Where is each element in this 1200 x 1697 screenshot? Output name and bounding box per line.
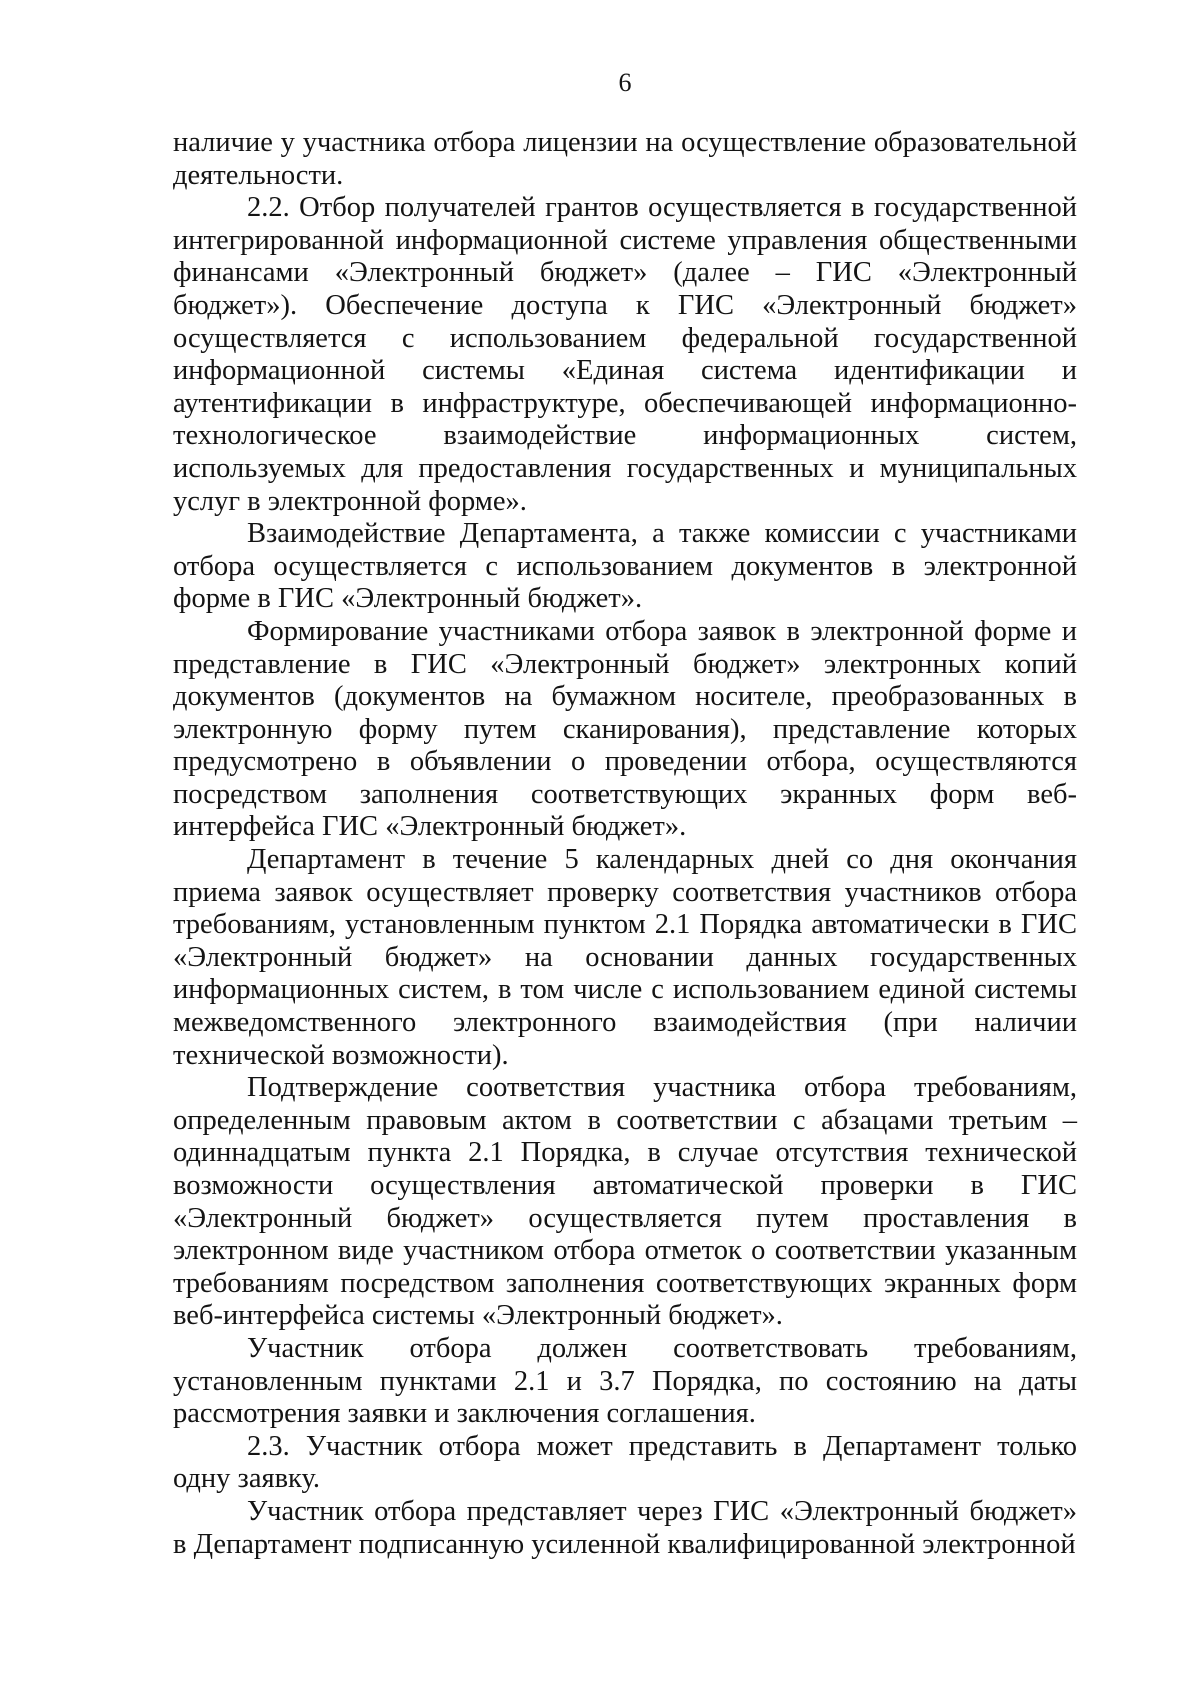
paragraph-2-2-selection-system: 2.2. Отбор получателей грантов осуществляется в государственной интегрированной информационной системе управления общественными финансами «Электронный бюджет» (далее – ГИС «Электронный бюджет»). Обеспечение доступа к ГИС «Электронный бюджет» осуществляется с использованием федеральной государственной информационной системы «Единая система идентификации и аутентификации в инфраструктуре, обеспечивающей информационно-технологическое взаимодействие информационных систем, используемых для предоставления государственных и муниципальных услуг в электронной форме». xyxy=(173,192,1077,517)
paragraph-department-check: Департамент в течение 5 календарных дней со дня окончания приема заявок осуществляет проверку соответствия участников отбора требованиям, установленным пунктом 2.1 Порядка автоматически в ГИС «Электронный бюджет» на основании данных государственных информационных систем, в том числе с использованием единой системы межведомственного электронного взаимодействия (при наличии технической возможности). xyxy=(173,844,1077,1071)
document-body xyxy=(173,127,1077,1561)
paragraph-application-forming: Формирование участниками отбора заявок в электронной форме и представление в ГИС «Электронный бюджет» электронных копий документов (документов на бумажном носителе, преобразованных в электронную форму путем сканирования), представление которых предусмотрено в объявлении о проведении отбора, осуществляются посредством заполнения соответствующих экранных форм веб-интерфейса ГИС «Электронный бюджет». xyxy=(173,615,1077,843)
paragraph-department-interaction: Взаимодействие Департамента, а также комиссии с участниками отбора осуществляется с использованием документов в электронной форме в ГИС «Электронный бюджет». xyxy=(173,518,1077,615)
paragraph-application-submission: Участник отбора представляет через ГИС «Электронный бюджет» в Департамент подписанную усиленной квалифицированной электронной xyxy=(173,1495,1077,1560)
paragraph-compliance-confirmation: Подтверждение соответствия участника отбора требованиям, определенным правовым актом в соответствии с абзацами третьим – одиннадцатым пункта 2.1 Порядка, в случае отсутствия технической возможности осуществления автоматической проверки в ГИС «Электронный бюджет» осуществляется путем проставления в электронном виде участником отбора отметок о соответствии указанным требованиям посредством заполнения соответствующих экранных форм веб-интерфейса системы «Электронный бюджет». xyxy=(173,1072,1077,1332)
paragraph-participant-requirements: Участник отбора должен соответствовать требованиям, установленным пунктами 2.1 и 3.7 Порядка, по состоянию на даты рассмотрения заявки и заключения соглашения. xyxy=(173,1332,1077,1430)
paragraph-2-3-single-application: 2.3. Участник отбора может представить в Департамент только одну заявку. xyxy=(173,1430,1077,1495)
page-number: 6 xyxy=(618,68,632,97)
paragraph-license-continuation: наличие у участника отбора лицензии на осуществление образовательной деятельности. xyxy=(173,127,1077,191)
